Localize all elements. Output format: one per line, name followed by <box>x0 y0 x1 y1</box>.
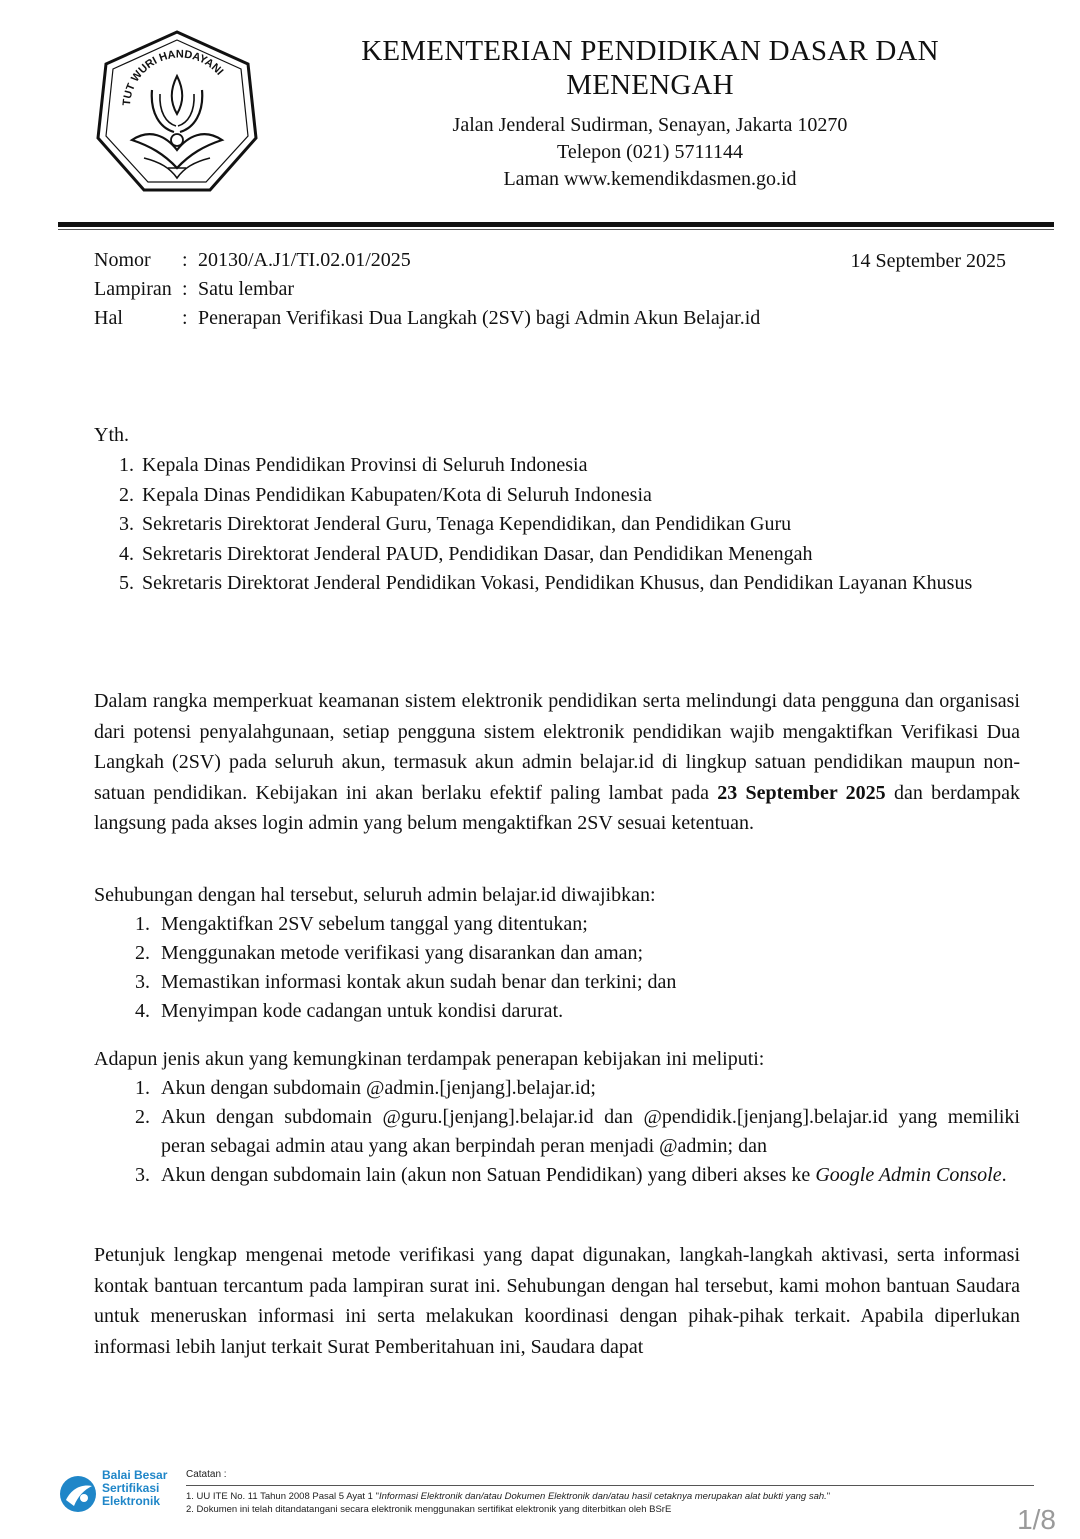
list-text: Akun dengan subdomain @admin.[jenjang].belajar.id; <box>161 1077 596 1099</box>
list-text-part: Akun dengan subdomain lain (akun non Satuan Pendidikan) yang diberi akses ke <box>161 1164 816 1186</box>
list-text <box>150 1161 1020 1190</box>
ministry-name <box>320 34 980 102</box>
hal-value: Penerapan Verifikasi Dua Langkah (2SV) bagi Admin Akun Belajar.id <box>198 307 761 329</box>
bsre-name-line: Balai Besar <box>102 1468 168 1482</box>
list-item <box>94 1103 1020 1161</box>
list-number: 2. <box>135 942 150 964</box>
list-text: Sekretaris Direktorat Jenderal PAUD, Pendidikan Dasar, dan Pendidikan Menengah <box>142 542 813 565</box>
list-item <box>94 910 1020 939</box>
note-quote: Informasi Elektronik dan/atau Dokumen Elektronik dan/atau hasil cetaknya merupakan alat bukti yang sah. <box>378 1491 827 1502</box>
greeting: Yth. <box>94 424 129 446</box>
letter-date: 14 September 2025 <box>850 250 1006 272</box>
bsre-name-line: Elektronik <box>102 1494 161 1508</box>
bsre-name <box>102 1469 182 1508</box>
paragraph-policy <box>94 686 1020 839</box>
meta-lampiran <box>94 275 760 304</box>
tut-wuri-handayani-logo-icon <box>92 28 262 198</box>
list-number: 1. <box>135 1077 150 1099</box>
paragraph-obligations-intro: Sehubungan dengan hal tersebut, seluruh admin belajar.id diwajibkan: <box>94 884 656 906</box>
list-text: Akun dengan subdomain @guru.[jenjang].belajar.id dan @pendidik.[jenjang].belajar.id yang memiliki peran sebagai admin atau yang akan berpindah peran menjadi @admin; dan <box>161 1106 1020 1157</box>
nomor-value: 20130/A.J1/TI.02.01/2025 <box>198 249 411 271</box>
nomor-label: Nomor <box>94 249 151 271</box>
meta-colon: : <box>182 307 188 329</box>
bsre-name-line: Sertifikasi <box>102 1481 160 1495</box>
list-item <box>94 939 1020 968</box>
recipient-list <box>94 451 1020 599</box>
account-list <box>94 1074 1020 1190</box>
note-2: 2. Dokumen ini telah ditandatangani secara elektronik menggunakan sertifikat elektronik yang diterbitkan oleh BSrE <box>186 1504 672 1515</box>
list-item <box>94 997 1020 1026</box>
list-text: Memastikan informasi kontak akun sudah benar dan terkini; dan <box>161 971 677 993</box>
note-text: 1. UU ITE No. 11 Tahun 2008 Pasal 5 Ayat 1 " <box>186 1491 379 1502</box>
paragraph-instructions: Petunjuk lengkap mengenai metode verifikasi yang dapat digunakan, langkah-langkah aktivasi, serta informasi kontak bantuan tercantum pada lampiran surat ini. Sehubungan dengan hal tersebut, kami mohon bantuan Saudara untuk meneruskan informasi ini serta melakukan koordinasi dengan pihak-pihak terkait. Apabila diperlukan informasi lebih lanjut terkait Surat Pemberitahuan ini, Saudara dapat <box>94 1244 1020 1358</box>
list-text: Sekretaris Direktorat Jenderal Pendidikan Vokasi, Pendidikan Khusus, dan Pendidikan Layanan Khusus <box>142 572 973 594</box>
page-indicator: 1/8 <box>1017 1504 1056 1535</box>
meta-hal <box>94 304 760 333</box>
list-item <box>94 1074 1020 1103</box>
list-item <box>94 569 1020 599</box>
list-text-part: . <box>1001 1164 1007 1186</box>
list-number: 1. <box>119 454 134 476</box>
svg-text:TUT WURI HANDAYANI: TUT WURI HANDAYANI <box>120 48 226 107</box>
meta-colon: : <box>182 249 188 271</box>
letter-meta <box>94 246 760 333</box>
list-number: 1. <box>135 913 150 935</box>
list-text: Mengaktifkan 2SV sebelum tanggal yang ditentukan; <box>161 913 588 935</box>
list-text: Menggunakan metode verifikasi yang disarankan dan aman; <box>161 942 644 964</box>
footer-notes <box>186 1490 1046 1516</box>
obligation-list <box>94 910 1020 1026</box>
paragraph-accounts-intro: Adapun jenis akun yang kemungkinan terdampak penerapan kebijakan ini meliputi: <box>94 1048 765 1070</box>
address-line: Jalan Jenderal Sudirman, Senayan, Jakarta 10270 <box>452 114 848 136</box>
lampiran-value: Satu lembar <box>198 278 295 300</box>
list-text: Kepala Dinas Pendidikan Kabupaten/Kota di Seluruh Indonesia <box>142 483 652 506</box>
notes-label: Catatan : <box>186 1469 227 1480</box>
note-1 <box>186 1490 1046 1503</box>
paragraph-text: dan berdampak langsung pada akses login admin yang belum mengaktifkan 2SV sesuai ketentuan. <box>94 781 1020 834</box>
paragraph-text: Dalam rangka memperkuat keamanan sistem elektronik pendidikan serta melindungi data pengguna dan organisasi dari potensi penyalahgunaan, setiap pengguna sistem elektronik pendidikan wajib mengaktifkan Verifikasi Dua Langkah (2SV) pada seluruh akun, termasuk akun admin belajar.id di lingkup satuan pendidikan maupun non-satuan pendidikan. Kebijakan ini akan berlaku efektif paling lambat pada <box>94 690 1020 804</box>
letterhead-divider <box>58 222 1054 227</box>
list-number: 3. <box>135 1164 150 1186</box>
list-item <box>94 968 1020 997</box>
list-item <box>94 1161 1020 1190</box>
lampiran-label: Lampiran <box>94 278 172 300</box>
note-text: " <box>826 1491 831 1502</box>
list-item <box>94 540 1020 570</box>
list-number: 4. <box>119 542 134 565</box>
list-text: Sekretaris Direktorat Jenderal Guru, Tenaga Kependidikan, dan Pendidikan Guru <box>142 513 792 535</box>
list-number: 3. <box>135 971 150 993</box>
meta-colon: : <box>182 278 188 300</box>
bsre-logo-icon <box>58 1474 98 1514</box>
list-number: 2. <box>119 483 134 506</box>
website-line: Laman www.kemendikdasmen.go.id <box>503 168 797 190</box>
effective-date: 23 September 2025 <box>717 781 886 804</box>
meta-nomor <box>94 246 760 275</box>
list-number: 3. <box>119 513 134 535</box>
list-number: 4. <box>135 1000 150 1022</box>
list-item <box>94 510 1020 540</box>
list-number: 2. <box>135 1106 150 1128</box>
letterhead-divider-thin <box>58 229 1054 230</box>
ministry-name-line2: MENENGAH <box>566 69 734 101</box>
phone-line: Telepon (021) 5711144 <box>557 141 743 163</box>
list-item <box>94 451 1020 481</box>
ministry-name-line1: KEMENTERIAN PENDIDIKAN DASAR DAN <box>361 35 939 67</box>
list-item <box>94 481 1020 511</box>
list-number: 5. <box>119 572 134 594</box>
letterhead-contact <box>370 112 930 193</box>
hal-label: Hal <box>94 307 123 329</box>
google-admin-console-term: Google Admin Console <box>815 1164 1002 1186</box>
footer-divider <box>186 1485 1034 1486</box>
list-text: Menyimpan kode cadangan untuk kondisi darurat. <box>161 1000 564 1022</box>
list-text: Kepala Dinas Pendidikan Provinsi di Seluruh Indonesia <box>142 454 588 476</box>
